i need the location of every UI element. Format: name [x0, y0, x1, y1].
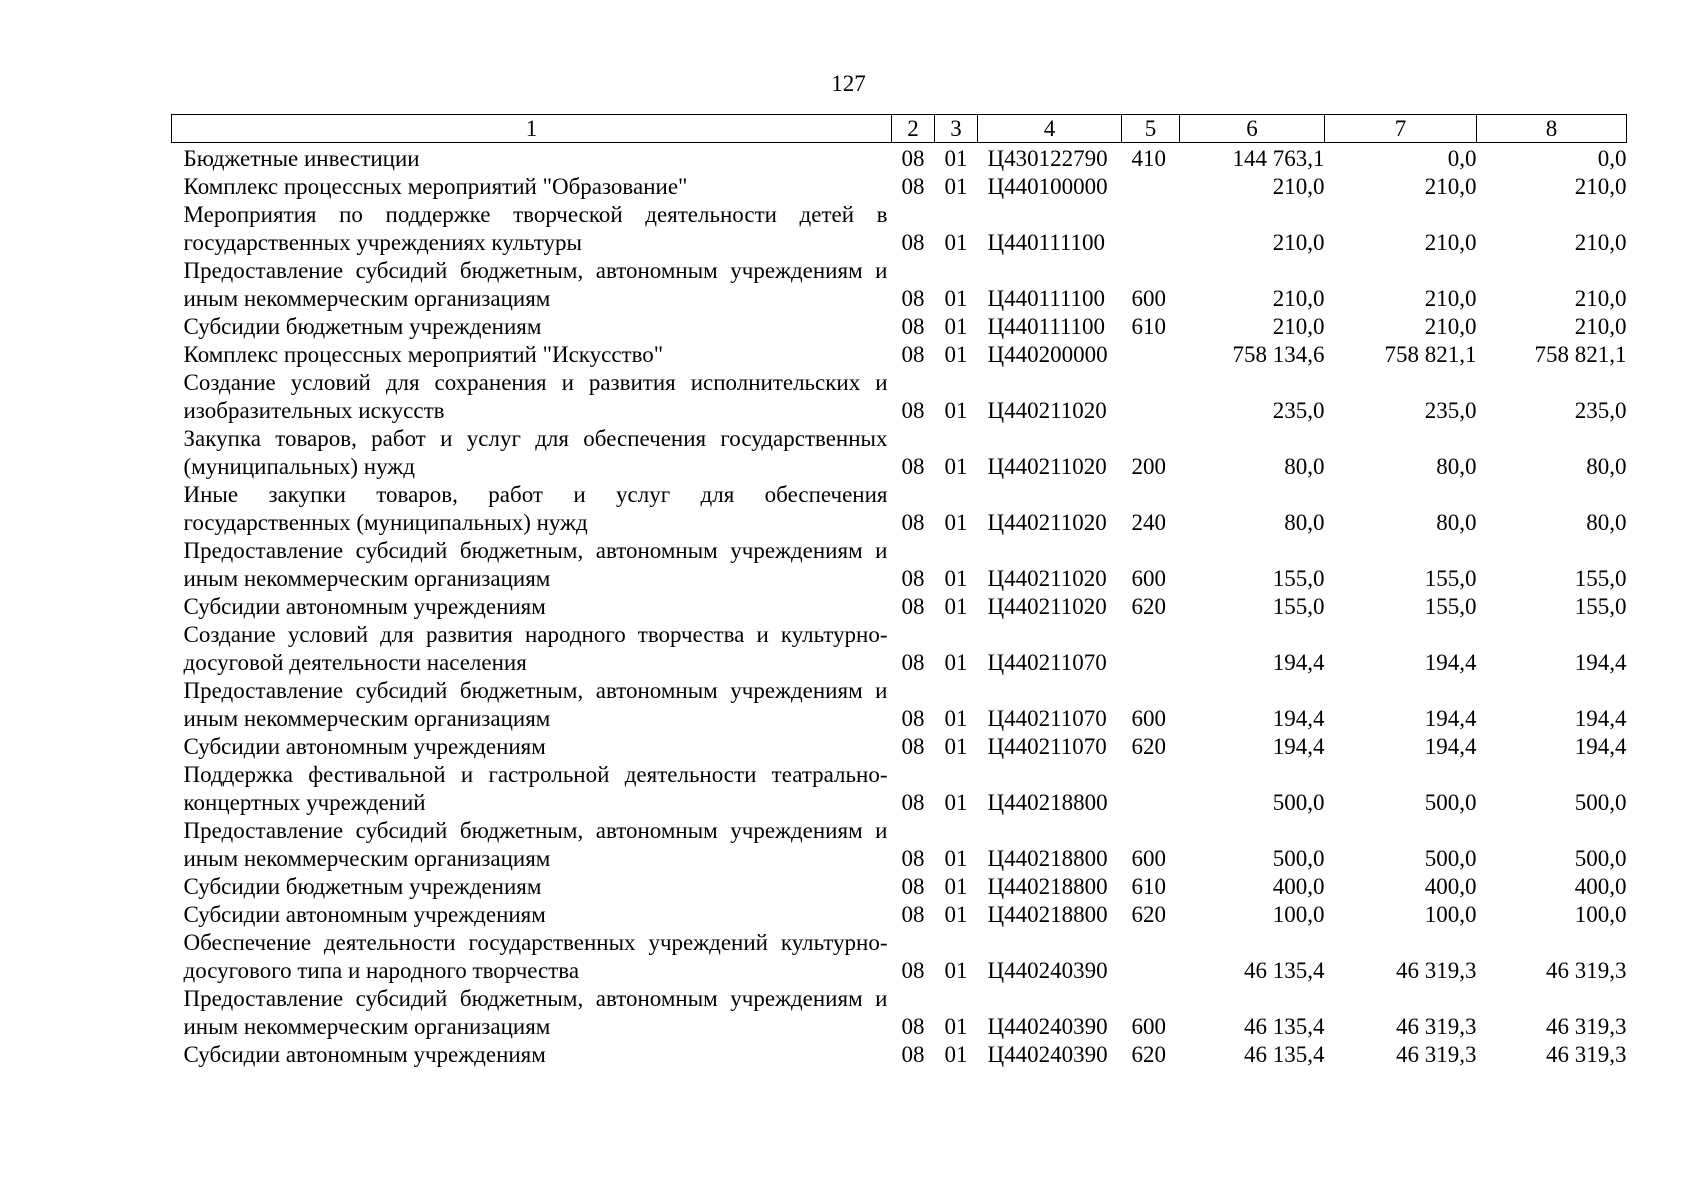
- amount-col-8: 80,0: [1586, 510, 1627, 535]
- table-row: [172, 929, 1627, 985]
- amount-col-6: 210,0: [1272, 314, 1325, 339]
- section-code: 08: [901, 650, 925, 675]
- section-code: 08: [901, 286, 925, 311]
- subsection-code: 01: [944, 566, 968, 591]
- section-code: 08: [901, 734, 925, 759]
- table-row: [172, 369, 1627, 425]
- amount-col-6: 46 135,4: [1244, 1042, 1325, 1067]
- expense-type-code: 410: [1131, 146, 1166, 171]
- amount-col-6: 500,0: [1272, 790, 1325, 815]
- target-article-code: Ц440240390: [987, 1014, 1108, 1039]
- section-code: 08: [901, 342, 925, 367]
- row-name: Субсидии автономным учреждениям: [183, 1042, 546, 1067]
- amount-col-7: 46 319,3: [1396, 1042, 1477, 1067]
- expense-type-code: 610: [1131, 874, 1166, 899]
- amount-col-7: 80,0: [1436, 454, 1477, 479]
- table-row: [172, 733, 1627, 761]
- amount-col-7: 194,4: [1424, 734, 1477, 759]
- amount-col-7: 194,4: [1424, 706, 1477, 731]
- expense-type-code: [1122, 621, 1180, 677]
- table-row: [172, 1041, 1627, 1069]
- amount-col-7: 210,0: [1424, 314, 1477, 339]
- target-article-code: Ц440111100: [987, 230, 1106, 255]
- subsection-code: 01: [944, 734, 968, 759]
- subsection-code: 01: [944, 398, 968, 423]
- amount-col-8: 210,0: [1574, 174, 1627, 199]
- expense-type-code: [1122, 173, 1180, 201]
- amount-col-7: 100,0: [1424, 902, 1477, 927]
- target-article-code: Ц440240390: [987, 958, 1108, 983]
- amount-col-6: 758 134,6: [1232, 342, 1325, 367]
- amount-col-6: 194,4: [1272, 734, 1325, 759]
- amount-col-8: 194,4: [1574, 706, 1627, 731]
- column-header: 2: [892, 115, 935, 143]
- table-row: [172, 313, 1627, 341]
- amount-col-8: 210,0: [1574, 230, 1627, 255]
- amount-col-8: 210,0: [1574, 314, 1627, 339]
- target-article-code: Ц440211020: [987, 454, 1107, 479]
- table-row: [172, 173, 1627, 201]
- expense-type-code: 620: [1131, 1042, 1166, 1067]
- expense-type-code: [1122, 761, 1180, 817]
- column-header: 4: [978, 115, 1122, 143]
- amount-col-6: 144 763,1: [1232, 146, 1325, 171]
- amount-col-7: 46 319,3: [1396, 1014, 1477, 1039]
- column-header: 3: [935, 115, 978, 143]
- amount-col-7: 758 821,1: [1384, 342, 1477, 367]
- section-code: 08: [901, 1014, 925, 1039]
- row-name: Предоставление субсидий бюджетным, автономным учреждениям и иным некоммерческим организациям: [183, 986, 888, 1039]
- target-article-code: Ц440211020: [987, 594, 1107, 619]
- subsection-code: 01: [944, 174, 968, 199]
- expense-type-code: [1122, 341, 1180, 369]
- section-code: 08: [901, 174, 925, 199]
- section-code: 08: [901, 510, 925, 535]
- header-row: [172, 115, 1627, 143]
- table-row: [172, 481, 1627, 537]
- target-article-code: Ц440218800: [987, 790, 1108, 815]
- amount-col-8: 155,0: [1574, 566, 1627, 591]
- amount-col-7: 235,0: [1424, 398, 1477, 423]
- row-name: Создание условий для сохранения и развития исполнительских и изобразительных искусств: [183, 370, 888, 423]
- column-header: 5: [1122, 115, 1180, 143]
- row-name: Субсидии бюджетным учреждениям: [183, 874, 542, 899]
- amount-col-7: 210,0: [1424, 174, 1477, 199]
- table-body: [172, 143, 1627, 1070]
- expense-type-code: [1122, 929, 1180, 985]
- section-code: 08: [901, 958, 925, 983]
- subsection-code: 01: [944, 146, 968, 171]
- row-name: Предоставление субсидий бюджетным, автономным учреждениям и иным некоммерческим организациям: [183, 818, 888, 871]
- subsection-code: 01: [944, 454, 968, 479]
- amount-col-7: 500,0: [1424, 846, 1477, 871]
- target-article-code: Ц440111100: [987, 314, 1106, 339]
- expense-type-code: 600: [1131, 566, 1166, 591]
- expense-type-code: 200: [1131, 454, 1166, 479]
- amount-col-6: 210,0: [1272, 230, 1325, 255]
- row-name: Субсидии бюджетным учреждениям: [183, 314, 542, 339]
- target-article-code: Ц430122790: [987, 146, 1108, 171]
- amount-col-6: 46 135,4: [1244, 958, 1325, 983]
- amount-col-7: 0,0: [1447, 146, 1477, 171]
- amount-col-7: 210,0: [1424, 286, 1477, 311]
- row-name: Предоставление субсидий бюджетным, автономным учреждениям и иным некоммерческим организациям: [183, 258, 888, 311]
- section-code: 08: [901, 398, 925, 423]
- target-article-code: Ц440211070: [987, 650, 1107, 675]
- column-header: 1: [172, 115, 892, 143]
- row-name: Субсидии автономным учреждениям: [183, 902, 546, 927]
- row-name: Бюджетные инвестиции: [183, 146, 420, 171]
- subsection-code: 01: [944, 790, 968, 815]
- amount-col-8: 235,0: [1574, 398, 1627, 423]
- amount-col-8: 400,0: [1574, 874, 1627, 899]
- row-name: Комплекс процессных мероприятий "Образование": [183, 174, 688, 199]
- expense-type-code: 620: [1131, 902, 1166, 927]
- amount-col-8: 80,0: [1586, 454, 1627, 479]
- amount-col-6: 80,0: [1284, 510, 1325, 535]
- column-header: 7: [1325, 115, 1477, 143]
- amount-col-6: 80,0: [1284, 454, 1325, 479]
- subsection-code: 01: [944, 706, 968, 731]
- expense-type-code: [1122, 369, 1180, 425]
- section-code: 08: [901, 874, 925, 899]
- column-header: 8: [1477, 115, 1627, 143]
- row-name: Обеспечение деятельности государственных учреждений культурно-досугового типа и народного творчества: [183, 930, 888, 983]
- amount-col-8: 758 821,1: [1534, 342, 1627, 367]
- section-code: 08: [901, 314, 925, 339]
- section-code: 08: [901, 594, 925, 619]
- amount-col-6: 500,0: [1272, 846, 1325, 871]
- subsection-code: 01: [944, 874, 968, 899]
- subsection-code: 01: [944, 510, 968, 535]
- amount-col-7: 155,0: [1424, 594, 1477, 619]
- row-name: Комплекс процессных мероприятий "Искусство": [183, 342, 664, 367]
- section-code: 08: [901, 706, 925, 731]
- target-article-code: Ц440218800: [987, 846, 1108, 871]
- target-article-code: Ц440211020: [987, 398, 1107, 423]
- amount-col-6: 210,0: [1272, 286, 1325, 311]
- amount-col-6: 155,0: [1272, 594, 1325, 619]
- table-row: [172, 901, 1627, 929]
- amount-col-8: 0,0: [1597, 146, 1627, 171]
- expense-type-code: 240: [1131, 510, 1166, 535]
- amount-col-8: 155,0: [1574, 594, 1627, 619]
- row-name: Субсидии автономным учреждениям: [183, 734, 546, 759]
- amount-col-7: 80,0: [1436, 510, 1477, 535]
- subsection-code: 01: [944, 846, 968, 871]
- table-row: [172, 257, 1627, 313]
- row-name: Мероприятия по поддержке творческой деятельности детей в государственных учреждениях культуры: [183, 202, 888, 255]
- amount-col-6: 194,4: [1272, 650, 1325, 675]
- target-article-code: Ц440218800: [987, 874, 1108, 899]
- amount-col-7: 194,4: [1424, 650, 1477, 675]
- subsection-code: 01: [944, 902, 968, 927]
- amount-col-7: 210,0: [1424, 230, 1477, 255]
- section-code: 08: [901, 846, 925, 871]
- expense-type-code: 610: [1131, 314, 1166, 339]
- section-code: 08: [901, 1042, 925, 1067]
- table-row: [172, 873, 1627, 901]
- amount-col-7: 46 319,3: [1396, 958, 1477, 983]
- table-row: [172, 761, 1627, 817]
- amount-col-8: 46 319,3: [1546, 1042, 1627, 1067]
- subsection-code: 01: [944, 286, 968, 311]
- table-row: [172, 201, 1627, 257]
- section-code: 08: [901, 902, 925, 927]
- budget-table: [171, 114, 1627, 1069]
- section-code: 08: [901, 566, 925, 591]
- amount-col-7: 155,0: [1424, 566, 1477, 591]
- row-name: Субсидии автономным учреждениям: [183, 594, 546, 619]
- row-name: Поддержка фестивальной и гастрольной деятельности театрально-концертных учреждений: [183, 762, 888, 815]
- table-row: [172, 425, 1627, 481]
- target-article-code: Ц440211070: [987, 734, 1107, 759]
- table-row: [172, 341, 1627, 369]
- subsection-code: 01: [944, 230, 968, 255]
- row-name: Создание условий для развития народного творчества и культурно-досуговой деятельности населения: [183, 622, 888, 675]
- expense-type-code: 600: [1131, 1014, 1166, 1039]
- subsection-code: 01: [944, 650, 968, 675]
- subsection-code: 01: [944, 314, 968, 339]
- expense-type-code: 600: [1131, 846, 1166, 871]
- amount-col-8: 194,4: [1574, 734, 1627, 759]
- column-header: 6: [1180, 115, 1325, 143]
- table-row: [172, 537, 1627, 593]
- expense-type-code: 620: [1131, 734, 1166, 759]
- row-name: Предоставление субсидий бюджетным, автономным учреждениям и иным некоммерческим организациям: [183, 538, 888, 591]
- target-article-code: Ц440211020: [987, 566, 1107, 591]
- amount-col-7: 500,0: [1424, 790, 1477, 815]
- amount-col-6: 155,0: [1272, 566, 1325, 591]
- expense-type-code: [1122, 201, 1180, 257]
- amount-col-8: 194,4: [1574, 650, 1627, 675]
- amount-col-7: 400,0: [1424, 874, 1477, 899]
- target-article-code: Ц440240390: [987, 1042, 1108, 1067]
- subsection-code: 01: [944, 594, 968, 619]
- amount-col-6: 46 135,4: [1244, 1014, 1325, 1039]
- page-number: 127: [831, 71, 866, 96]
- target-article-code: Ц440100000: [987, 174, 1108, 199]
- target-article-code: Ц440111100: [987, 286, 1106, 311]
- amount-col-6: 100,0: [1272, 902, 1325, 927]
- table-header: [172, 115, 1627, 143]
- amount-col-8: 100,0: [1574, 902, 1627, 927]
- subsection-code: 01: [944, 1042, 968, 1067]
- row-name: Закупка товаров, работ и услуг для обеспечения государственных (муниципальных) нужд: [183, 426, 888, 479]
- section-code: 08: [901, 146, 925, 171]
- amount-col-8: 46 319,3: [1546, 958, 1627, 983]
- section-code: 08: [901, 790, 925, 815]
- amount-col-6: 400,0: [1272, 874, 1325, 899]
- amount-col-8: 210,0: [1574, 286, 1627, 311]
- target-article-code: Ц440211070: [987, 706, 1107, 731]
- amount-col-6: 194,4: [1272, 706, 1325, 731]
- target-article-code: Ц440211020: [987, 510, 1107, 535]
- subsection-code: 01: [944, 1014, 968, 1039]
- amount-col-8: 500,0: [1574, 790, 1627, 815]
- expense-type-code: 600: [1131, 286, 1166, 311]
- expense-type-code: 600: [1131, 706, 1166, 731]
- target-article-code: Ц440218800: [987, 902, 1108, 927]
- expense-type-code: 620: [1131, 594, 1166, 619]
- amount-col-6: 235,0: [1272, 398, 1325, 423]
- table-row: [172, 677, 1627, 733]
- table-row: [172, 621, 1627, 677]
- subsection-code: 01: [944, 958, 968, 983]
- amount-col-8: 500,0: [1574, 846, 1627, 871]
- target-article-code: Ц440200000: [987, 342, 1108, 367]
- table-row: [172, 593, 1627, 621]
- table-row: [172, 985, 1627, 1041]
- section-code: 08: [901, 454, 925, 479]
- section-code: 08: [901, 230, 925, 255]
- amount-col-8: 46 319,3: [1546, 1014, 1627, 1039]
- amount-col-6: 210,0: [1272, 174, 1325, 199]
- row-name: Предоставление субсидий бюджетным, автономным учреждениям и иным некоммерческим организациям: [183, 678, 888, 731]
- table-row: [172, 817, 1627, 873]
- subsection-code: 01: [944, 342, 968, 367]
- row-name: Иные закупки товаров, работ и услуг для обеспечения государственных (муниципальных) нужд: [183, 482, 888, 535]
- table-row: [172, 143, 1627, 174]
